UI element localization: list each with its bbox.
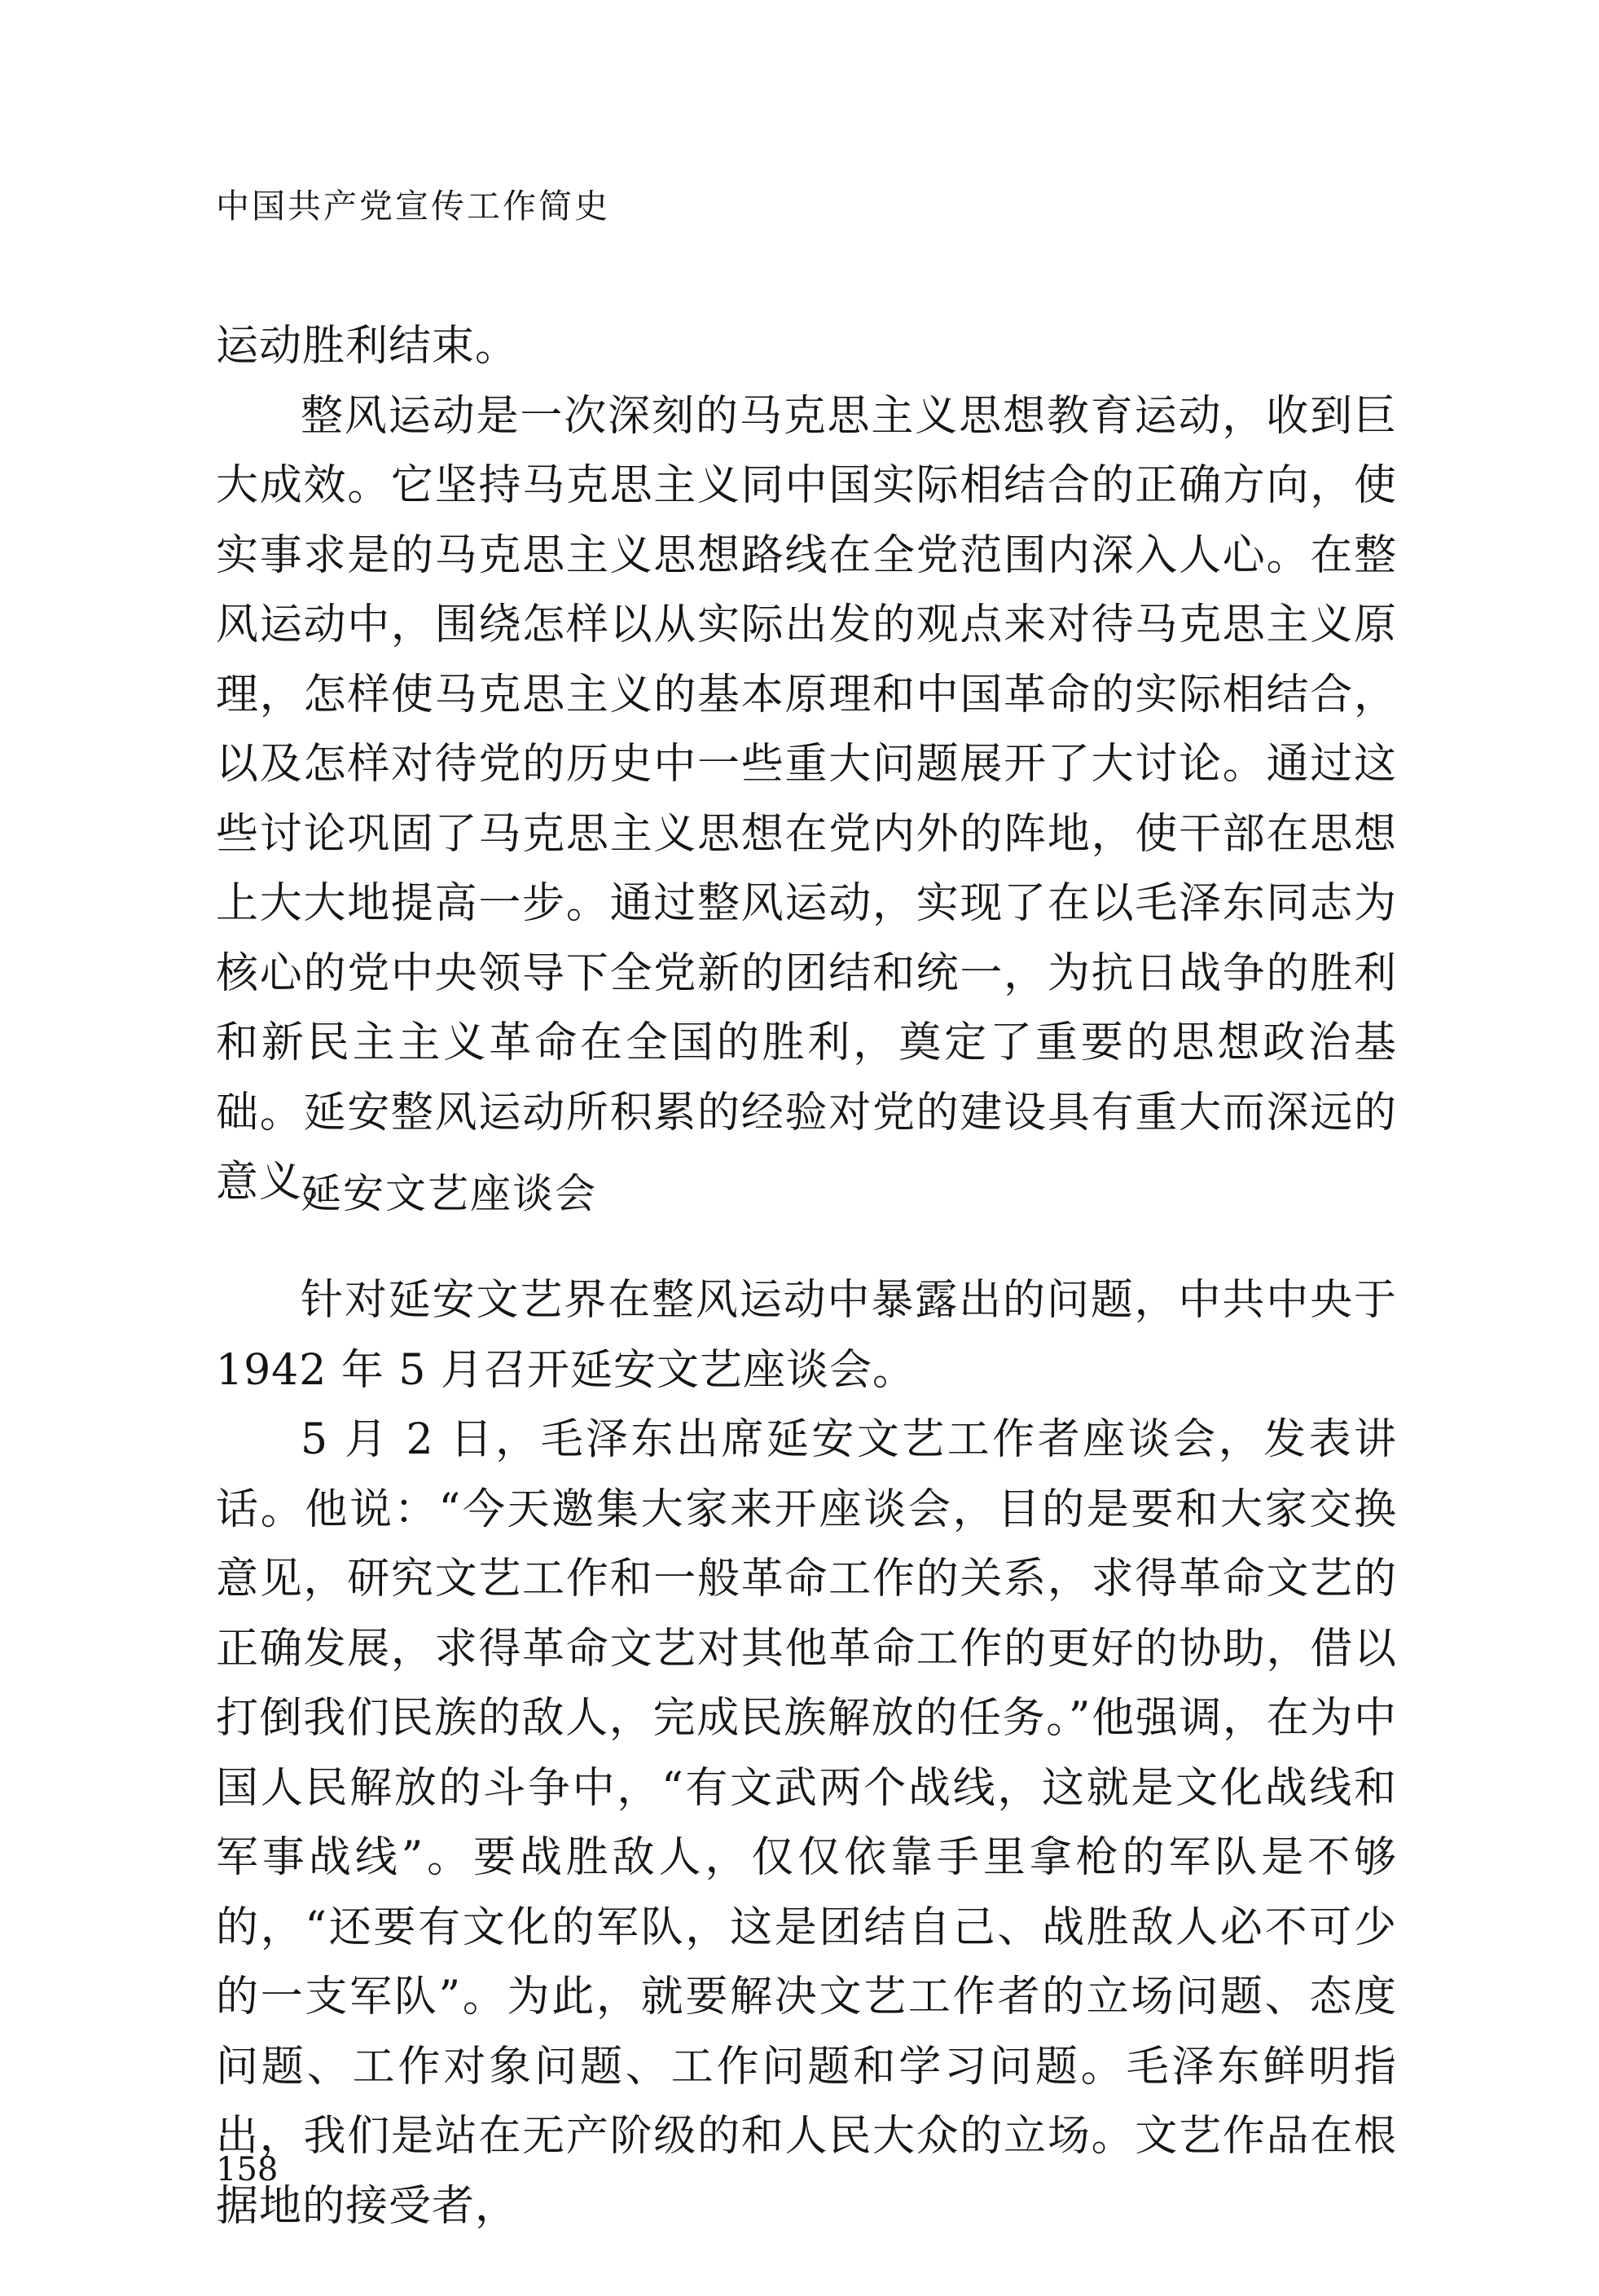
paragraph-rectification-summary: 整风运动是一次深刻的马克思主义思想教育运动，收到巨大成效。它坚持马克思主义同中国实际相结合的正确方向，使实事求是的马克思主义思想路线在全党范围内深入人心。在整风运动中，围绕怎样以从实际出发的观点来对待马克思主义原理，怎样使马克思主义的基本原理和中国革命的实际相结合，以及怎样对待党的历史中一些重大问题展开了大讨论。通过这些讨论巩固了马克思主义思想在党内外的阵地，使干部在思想上大大地提高一步。通过整风运动，实现了在以毛泽东同志为核心的党中央领导下全党新的团结和统一，为抗日战争的胜利和新民主主义革命在全国的胜利，奠定了重要的思想政治基础。延安整风运动所积累的经验对党的建设具有重大而深远的意义。: [216, 391, 1397, 1207]
page-number: 158: [216, 2151, 279, 2188]
running-header-title: 中国共产党宣传工作简史: [216, 187, 610, 226]
paragraph-mao-speech: 5 月 2 日，毛泽东出席延安文艺工作者座谈会，发表讲话。他说：“今天邀集大家来开座谈会，目的是要和大家交换意见，研究文艺工作和一般革命工作的关系，求得革命文艺的正确发展，求得革命文艺对其他革命工作的更好的协助，借以打倒我们民族的敌人，完成民族解放的任务。”他强调，在为中国人民解放的斗争中，“有文武两个战线，这就是文化战线和军事战线”。要战胜敌人，仅仅依靠手里拿枪的军队是不够的，“还要有文化的军队，这是团结自己、战胜敌人必不可少的一支军队”。为此，就要解决文艺工作者的立场问题、态度问题、工作对象问题、工作问题和学习问题。毛泽东鲜明指出，我们是站在无产阶级的和人民大众的立场。文艺作品在根据地的接受者，: [216, 1415, 1397, 2231]
section-2-body: [216, 1266, 1397, 2241]
paragraph-forum-intro: 针对延安文艺界在整风运动中暴露出的问题，中共中央于 1942 年 5 月召开延安文艺座谈会。: [216, 1276, 1397, 1395]
section-1-body: [216, 312, 1397, 1218]
section-heading: 延安文艺座谈会: [301, 1170, 597, 1217]
paragraph-continuation: 运动胜利结束。: [216, 322, 519, 371]
